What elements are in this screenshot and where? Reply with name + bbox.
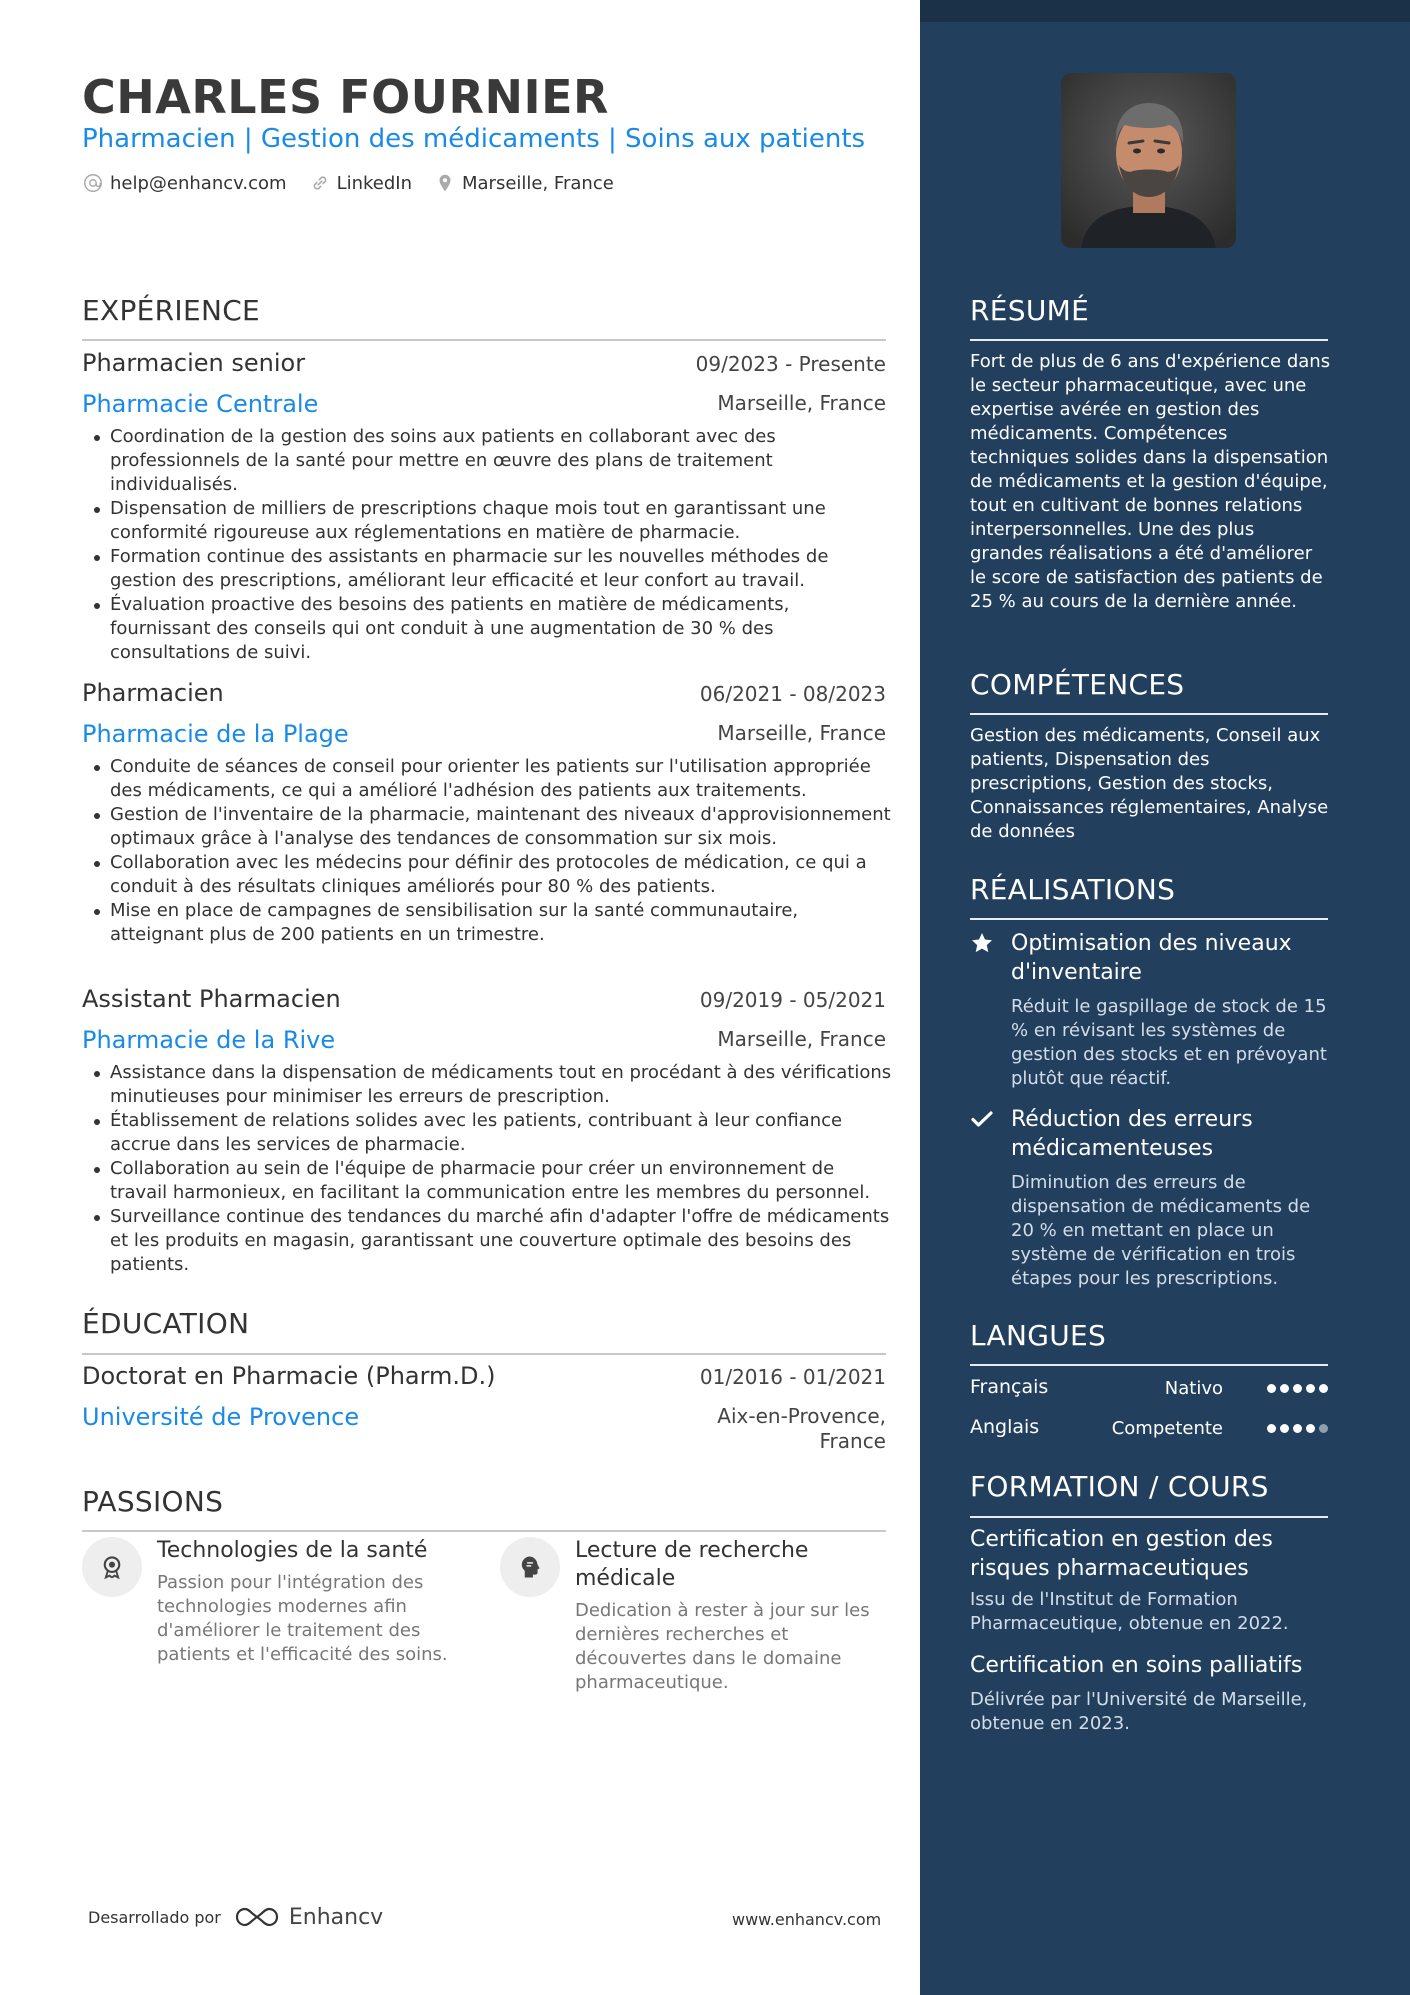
experience-heading: EXPÉRIENCE [82,294,261,327]
job-1-company[interactable]: Pharmacie Centrale [82,390,319,418]
achievement-1-description: Réduit le gaspillage de stock de 15 % en révisant les systèmes de gestion des stocks et en prévoyant plutôt que réactif. [1011,996,1327,1089]
language-1-name: Français [970,1376,1049,1398]
job-2-dates: 06/2021 - 08/2023 [699,682,886,706]
footer-url[interactable]: www.enhancv.com [732,1910,882,1929]
footer-powered-by [88,1904,383,1930]
language-2-level: Competente [1111,1418,1223,1439]
language-2-name: Anglais [970,1416,1040,1438]
contact-location [434,172,614,194]
candidate-headline: Pharmacien | Gestion des médicaments | Soins aux patients [82,124,866,154]
courses-heading: FORMATION / COURS [970,1470,1269,1503]
degree-dates: 01/2016 - 01/2021 [699,1365,886,1389]
degree-title: Doctorat en Pharmacie (Pharm.D.) [82,1362,496,1390]
courses-divider [970,1516,1328,1518]
rating-dot-filled [1267,1384,1276,1393]
job-1-bullets [92,425,892,665]
passion-2-title-line-2: médicale [575,1566,676,1591]
languages-heading: LANGUES [970,1319,1107,1352]
list-item: Coordination de la gestion des soins aux patients en collaborant avec des professionnels de la santé pour mettre en œuvre des plans de traitement individualisés. [92,425,892,497]
profile-photo [1061,73,1236,248]
list-item: Collaboration au sein de l'équipe de pharmacie pour créer un environnement de travail harmonieux, en facilitant la communication entre les membres du personnel. [92,1157,892,1205]
rating-dot-filled [1293,1384,1302,1393]
passions-heading: PASSIONS [82,1485,224,1518]
job-2-company[interactable]: Pharmacie de la Plage [82,720,349,748]
powered-by-label: Desarrollado por [88,1907,221,1927]
passion-2-description: Dedication à rester à jour sur les dernières recherches et découvertes dans le domaine pharmaceutique. [575,1600,870,1693]
language-1-level: Nativo [1164,1378,1223,1399]
job-3-dates: 09/2019 - 05/2021 [699,988,886,1012]
contact-linkedin[interactable] [309,172,412,194]
contact-email[interactable] [82,172,287,194]
course-2-description: Délivrée par l'Université de Marseille, obtenue en 2023. [970,1689,1308,1734]
rating-dot-filled [1293,1424,1302,1433]
list-item: Surveillance continue des tendances du marché afin d'adapter l'offre de médicaments et les produits en magasin, garantissant une couverture optimale des besoins des patients. [92,1205,892,1277]
achievement-2-description: Diminution des erreurs de dispensation de médicaments de 20 % en mettant en place un système de vérification en trois étapes pour les prescriptions. [1011,1172,1311,1289]
passion-1-description: Passion pour l'intégration des technologies modernes afin d'améliorer le traitement des patients et l'efficacité des soins. [157,1572,448,1665]
job-1-dates: 09/2023 - Presente [695,352,886,376]
list-item: Mise en place de campagnes de sensibilisation sur la santé communautaire, atteignant plus de 200 patients en un trimestre. [92,899,892,947]
sidebar [920,0,1410,1995]
school-location-line-2: France [819,1429,886,1453]
experience-divider [82,339,886,341]
checkmark-icon [970,1107,994,1131]
school-name[interactable]: Université de Provence [82,1403,360,1431]
passion-item-2 [500,1537,890,1695]
skills-heading: COMPÉTENCES [970,668,1185,701]
contact-bar [82,172,636,194]
rating-dot-filled [1319,1384,1328,1393]
candidate-name: CHARLES FOURNIER [82,70,609,124]
languages-divider [970,1364,1328,1366]
passion-2-title-line-1: Lecture de recherche [575,1538,809,1563]
contact-location-text: Marseille, France [462,172,614,194]
course-2-title: Certification en soins palliatifs [970,1653,1303,1678]
job-2-bullets [92,755,892,947]
job-3-company[interactable]: Pharmacie de la Rive [82,1026,336,1054]
course-1-title: Certification en gestion des risques pharmaceutiques [970,1527,1273,1581]
profile-photo-portrait [1061,73,1236,248]
course-1-description: Issu de l'Institut de Formation Pharmaceutique, obtenue en 2022. [970,1589,1289,1634]
job-1-location: Marseille, France [717,391,886,415]
achievement-item-1 [970,929,1330,1091]
list-item: Évaluation proactive des besoins des patients en matière de médicaments, fournissant des conseils qui ont conduit à une augmentation de 30 % des consultations de suivi. [92,593,892,665]
list-item: Collaboration avec les médecins pour définir des protocoles de médication, ce qui a conduit à des résultats cliniques améliorés pour 80 % des patients. [92,851,892,899]
achievements-divider [970,918,1328,920]
language-1-rating [1263,1384,1328,1393]
at-icon [82,172,104,194]
contact-email-text: help@enhancv.com [110,172,287,194]
rating-dot-filled [1306,1424,1315,1433]
rating-dot-filled [1306,1384,1315,1393]
skills-divider [970,713,1328,715]
language-2-rating [1263,1424,1328,1433]
rating-dot-empty [1319,1424,1328,1433]
achievement-2-title: Réduction des erreurs médicamenteuses [1011,1107,1253,1161]
job-3-role: Assistant Pharmacien [82,985,341,1013]
award-ribbon-icon [98,1553,126,1581]
passions-divider [82,1530,886,1532]
passion-icon-badge [82,1537,142,1597]
rating-dot-filled [1280,1424,1289,1433]
achievement-item-2 [970,1105,1330,1291]
achievement-1-title: Optimisation des niveaux d'inventaire [1011,931,1292,985]
rating-dot-filled [1280,1384,1289,1393]
contact-linkedin-text: LinkedIn [336,172,412,194]
job-2-location: Marseille, France [717,721,886,745]
job-3-location: Marseille, France [717,1027,886,1051]
school-location-line-1: Aix-en-Provence, [717,1404,886,1428]
achievements-heading: RÉALISATIONS [970,873,1176,906]
enhancv-logo-text: Enhancv [288,1904,384,1930]
list-item: Établissement de relations solides avec les patients, contribuant à leur confiance accrue dans les services de pharmacie. [92,1109,892,1157]
passion-1-title: Technologies de la santé [157,1538,428,1563]
language-row-1 [970,1376,1328,1400]
summary-divider [970,339,1328,341]
list-item: Gestion de l'inventaire de la pharmacie, maintenant des niveaux d'approvisionnement optimaux grâce à l'analyse des tendances de consommation sur six mois. [92,803,892,851]
language-row-2 [970,1416,1328,1440]
job-2-role: Pharmacien [82,679,224,707]
skills-text: Gestion des médicaments, Conseil aux patients, Dispensation des prescriptions, Gestion des stocks, Connaissances réglementaires, Analyse de données [970,725,1329,842]
list-item: Conduite de séances de conseil pour orienter les patients sur l'utilisation appropriée des médicaments, ce qui a amélioré l'adhésion des patients aux traitements. [92,755,892,803]
job-1-role: Pharmacien senior [82,349,306,377]
brain-head-icon [516,1553,544,1581]
summary-text: Fort de plus de 6 ans d'expérience dans le secteur pharmaceutique, avec une expertise avérée en gestion des médicaments. Compétences techniques solides dans la dispensation de médicaments et la gestion d'équipe, tout en cultivant de bonnes relations interpersonnelles. Une des plus grandes réalisations a été d'améliorer le score de satisfaction des patients de 25 % au cours de la dernière année. [970,351,1331,612]
education-divider [82,1353,886,1355]
job-3-bullets [92,1061,892,1277]
sidebar-top-band [920,0,1410,22]
passion-icon-badge [500,1537,560,1597]
rating-dot-filled [1267,1424,1276,1433]
list-item: Formation continue des assistants en pharmacie sur les nouvelles méthodes de gestion des prescriptions, améliorant leur efficacité et leur confort au travail. [92,545,892,593]
summary-heading: RÉSUMÉ [970,294,1090,327]
list-item: Assistance dans la dispensation de médicaments tout en procédant à des vérifications minutieuses pour minimiser les erreurs de prescription. [92,1061,892,1109]
enhancv-logo[interactable] [233,1904,383,1930]
star-icon [970,931,994,955]
location-pin-icon [434,172,456,194]
passion-item-1 [82,1537,477,1667]
list-item: Dispensation de milliers de prescriptions chaque mois tout en garantissant une conformité rigoureuse aux réglementations en matière de pharmacie. [92,497,892,545]
link-icon [309,172,331,194]
education-heading: ÉDUCATION [82,1307,250,1340]
enhancv-logo-icon [233,1904,281,1930]
